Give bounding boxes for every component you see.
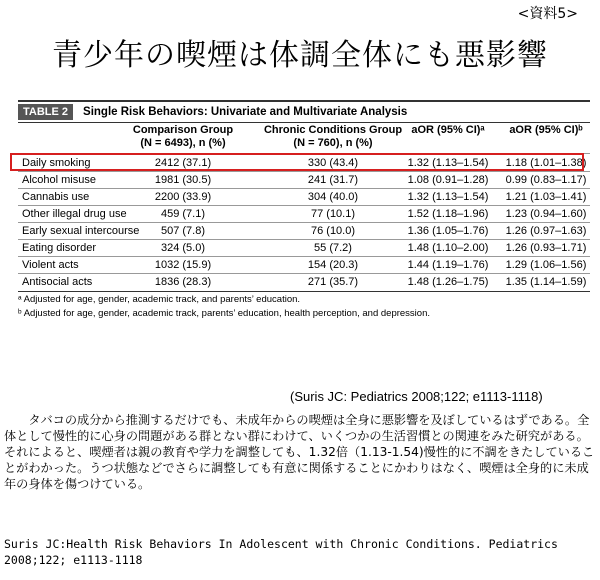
- column-header-aor-a: aOR (95% CI)ᵃ: [411, 124, 485, 136]
- reference-tag: <資料5>: [517, 6, 578, 22]
- citation: (Suris JC: Pediatrics 2008;122; e1113-1118): [290, 389, 543, 404]
- table-row: Daily smoking 2412 (37.1) 330 (43.4) 1.32 (1.13–1.54) 1.18 (1.01–1.38): [22, 157, 587, 169]
- page-title: 青少年の喫煙は体調全体にも悪影響: [52, 38, 548, 73]
- body-paragraph: タバコの成分から推測するだけでも、未成年からの喫煙は全身に悪影響を及ぼしているはずである。全体として慢性的に心身の問題がある群とない群にわけて、いくつかの生活習慣との関連をみた研究がある。それによると、喫煙者は親の教育や学力を調整しても、1.32倍（1.13-1.54)慢性的に不調をきたしていることがわかった。うつ状態などでさらに調整しても有意に関係することにかわりはなく、喫煙は全身的に未成年の身体を傷つけている。: [4, 413, 595, 491]
- table-row: Antisocial acts 1836 (28.3) 271 (35.7) 1.48 (1.26–1.75) 1.35 (1.14–1.59): [22, 276, 587, 288]
- table-header-bar: [18, 100, 590, 123]
- footnote-b: ᵇ Adjusted for age, gender, academic track, parents’ education, health perception, and depression.: [18, 308, 430, 319]
- table-row: Other illegal drug use 459 (7.1) 77 (10.1) 1.52 (1.18–1.96) 1.23 (0.94–1.60): [22, 208, 587, 220]
- table-bottom-rule: [18, 291, 590, 292]
- column-header-chronic: Chronic Conditions Group (N = 760), n (%): [263, 124, 403, 149]
- risk-behaviors-table: [18, 100, 590, 319]
- daily-smoking-highlight-box: [10, 153, 584, 171]
- table-row: Alcohol misuse 1981 (30.5) 241 (31.7) 1.08 (0.91–1.28) 0.99 (0.83–1.17): [22, 174, 587, 186]
- column-header-aor-b: aOR (95% CI)ᵇ: [509, 124, 583, 136]
- table-row: Violent acts 1032 (15.9) 154 (20.3) 1.44 (1.19–1.76) 1.29 (1.06–1.56): [22, 259, 587, 271]
- source-reference: Suris JC:Health Risk Behaviors In Adolescent with Chronic Conditions. Pediatrics 2008;122; e1113-1118: [4, 537, 558, 567]
- column-header-comparison: Comparison Group (N = 6493), n (%): [132, 124, 234, 149]
- footnote-a: ᵃ Adjusted for age, gender, academic track, and parents’ education.: [18, 294, 301, 305]
- table-caption: Single Risk Behaviors: Univariate and Multivariate Analysis: [83, 106, 408, 118]
- table-label: TABLE 2: [18, 104, 73, 120]
- table-row: Early sexual intercourse 507 (7.8) 76 (10.0) 1.36 (1.05–1.76) 1.26 (0.97–1.63): [22, 225, 587, 237]
- table-row: Cannabis use 2200 (33.9) 304 (40.0) 1.32 (1.13–1.54) 1.21 (1.03–1.41): [22, 191, 587, 203]
- table-row: Eating disorder 324 (5.0) 55 (7.2) 1.48 (1.10–2.00) 1.26 (0.93–1.71): [22, 242, 587, 254]
